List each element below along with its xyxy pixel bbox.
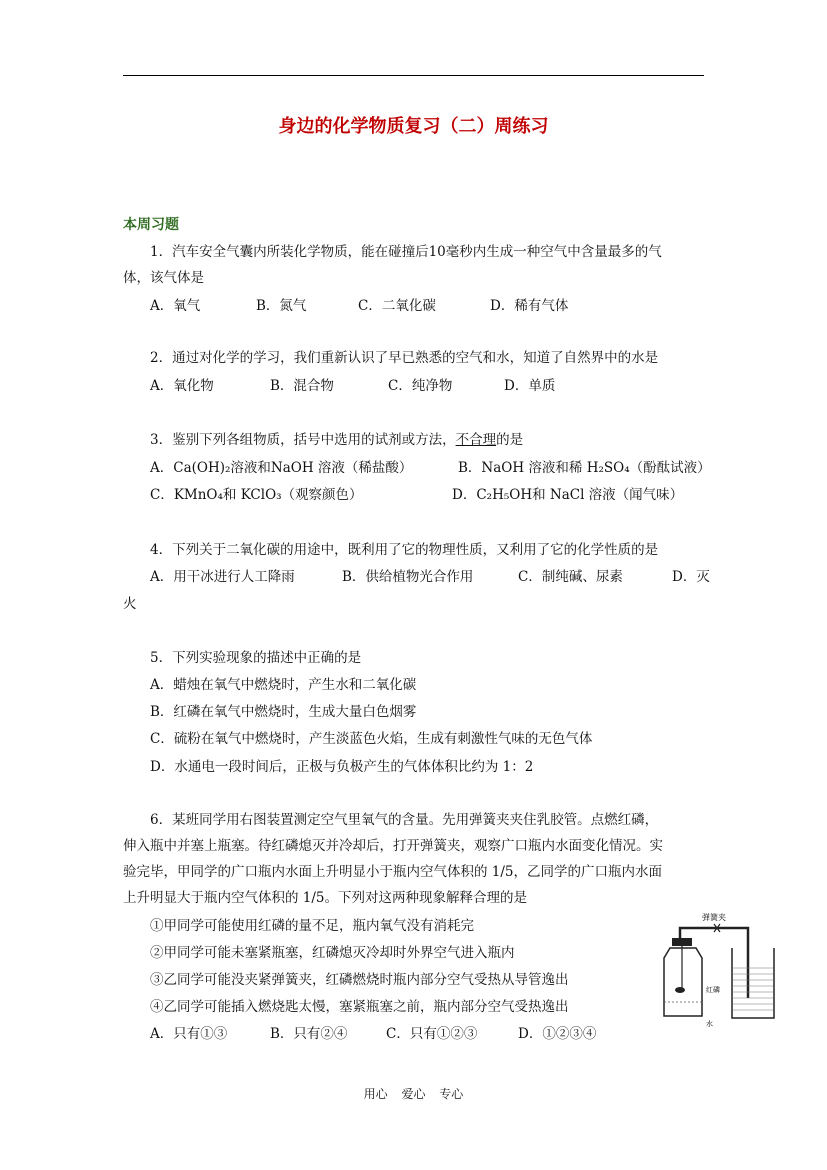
q3-text-pre: 3．鉴别下列各组物质，括号中选用的试剂或方法， [150, 432, 456, 448]
page-title: 身边的化学物质复习（二）周练习 [278, 116, 549, 137]
question-6-text: 6．某班同学用右图装置测定空气里氧气的含量。先用弹簧夹夹住乳胶管。点燃红磷， [150, 812, 659, 828]
q1-option-a: A．氧气 [150, 298, 201, 314]
q6-statement-2: ②甲同学可能未塞紧瓶塞，红磷熄灭冷却时外界空气进入瓶内 [150, 945, 515, 961]
question-4-text: 4．下列关于二氧化碳的用途中，既利用了它的物理性质，又利用了它的化学性质的是 [150, 542, 659, 558]
q3-underlined: 不合理 [455, 432, 497, 448]
q6-option-a: A．只有①③ [150, 1026, 228, 1042]
question-1-text: 1．汽车安全气囊内所装化学物质，能在碰撞后10毫秒内生成一种空气中含量最多的气 [150, 244, 662, 260]
q2-option-c: C．纯净物 [388, 378, 453, 394]
q3-option-c: C．KMnO₄和 KClO₃（观察颜色） [150, 487, 363, 503]
question-2-text: 2．通过对化学的学习，我们重新认识了早已熟悉的空气和水，知道了自然界中的水是 [150, 350, 659, 366]
q3-option-d: D．C₂H₅OH和 NaCl 溶液（闻气味） [452, 487, 684, 503]
q5-option-b: B．红磷在氧气中燃烧时，生成大量白色烟雾 [150, 704, 417, 720]
q2-option-d: D．单质 [504, 378, 556, 394]
q6-option-d: D．①②③④ [518, 1026, 597, 1042]
q6-statement-1: ①甲同学可能使用红磷的量不足，瓶内氧气没有消耗完 [150, 918, 474, 934]
stopper [672, 938, 692, 946]
water-label: 水 [706, 1020, 713, 1028]
q4-option-c: C．制纯碱、尿素 [518, 569, 623, 585]
wide-mouth-bottle [664, 948, 702, 1016]
q1-option-b: B．氮气 [256, 298, 307, 314]
q4-option-d: D．灭 [672, 569, 710, 585]
header-rule [123, 75, 704, 76]
q3-option-b: B．NaOH 溶液和稀 H₂SO₄（酚酞试液） [458, 460, 711, 476]
q5-option-a: A．蜡烛在氧气中燃烧时，产生水和二氧化碳 [150, 677, 417, 693]
question-3-text [150, 430, 523, 450]
beaker-water [733, 968, 773, 1010]
apparatus-figure [640, 908, 780, 1028]
clamp-label: 弹簧夹 [702, 913, 726, 922]
q3-text-post: 的是 [496, 432, 524, 448]
section-heading: 本周习题 [123, 217, 179, 233]
beaker [732, 948, 774, 1018]
question-1-text-cont: 体，该气体是 [123, 270, 204, 286]
q6-option-c: C．只有①②③ [386, 1026, 478, 1042]
q5-option-d: D．水通电一段时间后，正极与负极产生的气体体积比约为 1：2 [150, 759, 534, 775]
q4-option-d-cont: 火 [123, 596, 137, 612]
question-6-text-2: 伸入瓶中并塞上瓶塞。待红磷熄灭并冷却后，打开弹簧夹，观察广口瓶内水面变化情况。实 [123, 838, 663, 854]
q2-option-a: A．氧化物 [150, 378, 214, 394]
phosphorus-label: 红磷 [706, 986, 720, 994]
red-phosphorus [675, 987, 685, 993]
q3-option-a: A．Ca(OH)₂溶液和NaOH 溶液（稀盐酸） [150, 460, 413, 476]
q5-option-c: C．硫粉在氧气中燃烧时，产生淡蓝色火焰，生成有刺激性气味的无色气体 [150, 731, 593, 747]
q2-option-b: B．混合物 [270, 378, 334, 394]
q6-statement-3: ③乙同学可能没夹紧弹簧夹，红磷燃烧时瓶内部分空气受热从导管逸出 [150, 972, 569, 988]
q4-option-b: B．供给植物光合作用 [342, 569, 474, 585]
q1-option-d: D．稀有气体 [490, 298, 569, 314]
question-6-text-4: 上升明显大于瓶内空气体积的 1/5。下列对这两种现象解释合理的是 [123, 890, 528, 906]
q4-option-a: A．用干冰进行人工降雨 [150, 569, 295, 585]
q1-option-c: C．二氧化碳 [358, 298, 436, 314]
question-5-text: 5．下列实验现象的描述中正确的是 [150, 650, 362, 666]
q6-option-b: B．只有②④ [270, 1026, 348, 1042]
question-6-text-3: 验完毕，甲同学的广口瓶内水面上升明显小于瓶内空气体积的 1/5，乙同学的广口瓶内水面 [123, 864, 663, 880]
page-footer: 用心 爱心 专心 [363, 1087, 464, 1101]
q6-statement-4: ④乙同学可能插入燃烧匙太慢，塞紧瓶塞之前，瓶内部分空气受热逸出 [150, 999, 569, 1015]
